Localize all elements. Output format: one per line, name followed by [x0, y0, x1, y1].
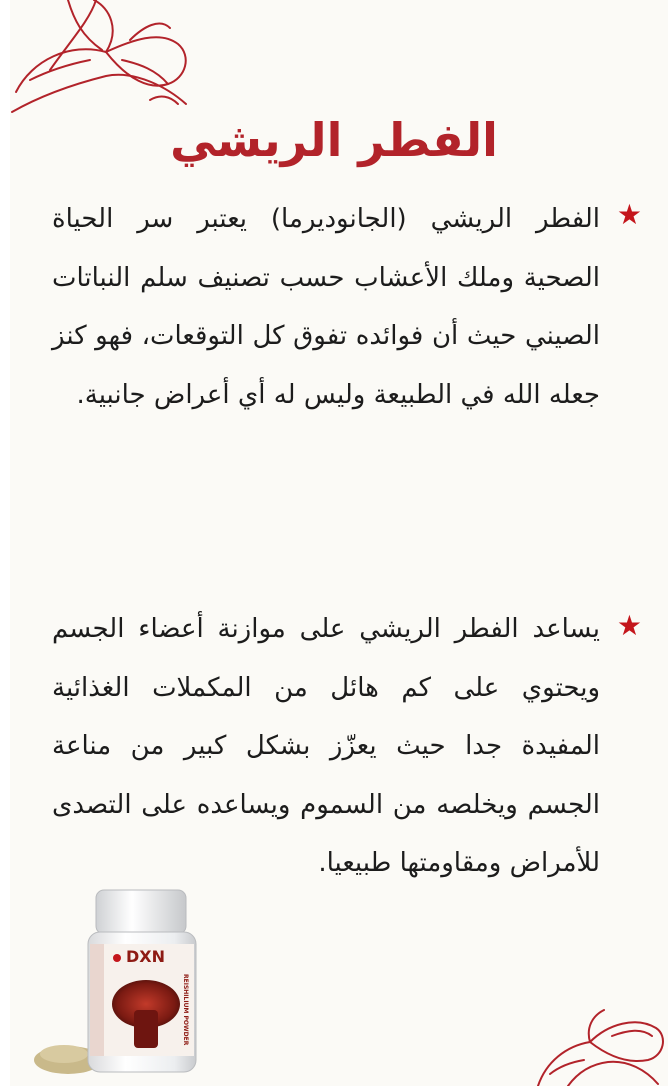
paragraph-reishi-benefits: يساعد الفطر الريشي على موازنة أعضاء الجسم ويحتوي على كم هائل من المكملات الغذائية المفيدة جدا حيث يعزّز بشكل كبير من مناعة الجسم ويخلصه من السموم ويساعده على التصدى للأمراض ومقاومتها طبيعيا. — [52, 614, 600, 878]
product-name-text: REISHILIUM POWDER — [182, 974, 189, 1046]
page-title: الفطر الريشي — [170, 113, 498, 167]
product-brand-text: DXN — [126, 947, 166, 966]
star-bullet-icon: ★ — [616, 198, 642, 231]
product-bottle-image — [34, 878, 214, 1078]
star-bullet-icon: ★ — [616, 609, 642, 642]
ginkgo-leaf-decoration-bottom — [528, 1006, 668, 1086]
paragraph-reishi-intro: الفطر الريشي (الجانوديرما) يعتبر سر الحياة الصحية وملك الأعشاب حسب تصنيف سلم النباتات الصيني حيث أن فوائده تفوق كل التوقعات، فهو كنز جعله الله في الطبيعة وليس له أي أعراض جانبية. — [52, 204, 600, 410]
